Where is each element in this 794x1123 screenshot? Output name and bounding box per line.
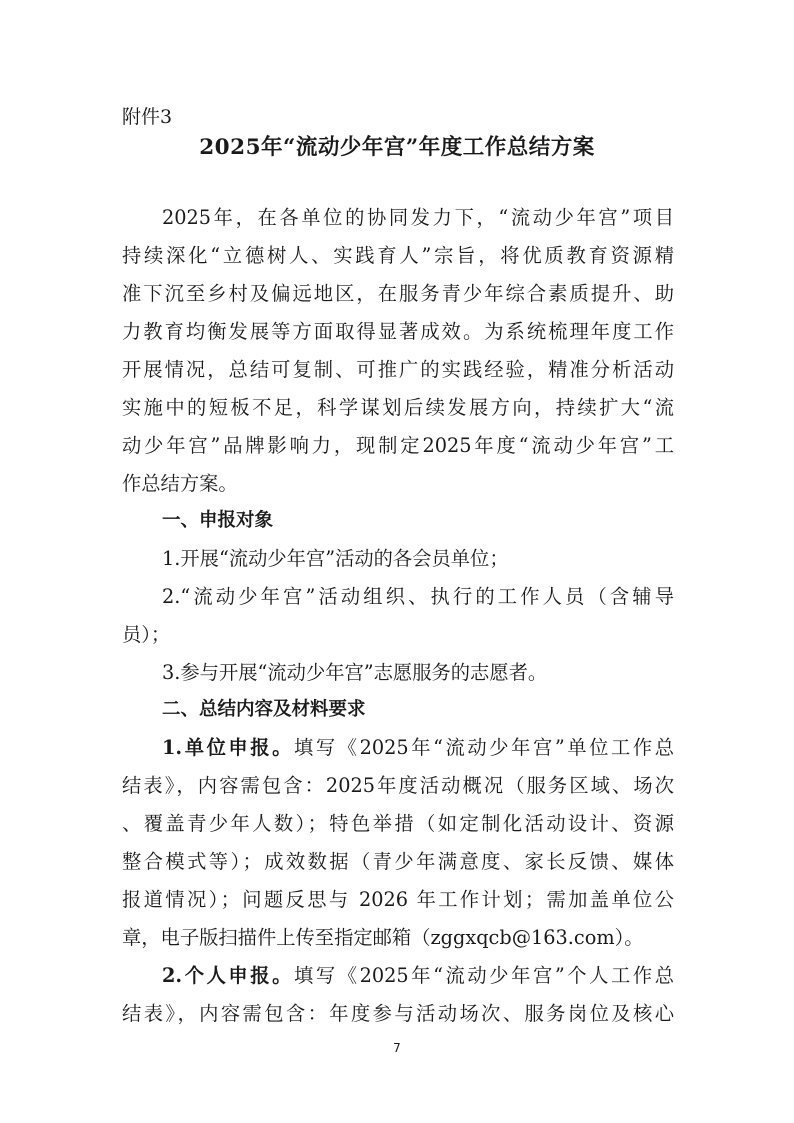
- intro-line: 动少年宫”品牌影响力，现制定2025年度“流动少年宫”工: [122, 434, 674, 457]
- section2-item1-label: 1.单位申报。: [162, 736, 295, 759]
- intro-line: 实施中的短板不足，科学谋划后续发展方向，持续扩大“流: [122, 396, 674, 419]
- intro-line: 开展情况，总结可复制、可推广的实践经验，精准分析活动: [122, 358, 674, 381]
- intro-line: 2025年，在各单位的协同发力下，“流动少年宫”项目: [162, 206, 674, 229]
- section2-item1-line: 、覆盖青少年人数）；特色举措（如定制化活动设计、资源: [122, 812, 674, 835]
- section2-item1-line: 结表》，内容需包含：2025年度活动概况（服务区域、场次: [122, 774, 674, 797]
- section2-item2-first-line: [162, 963, 674, 989]
- section2-item1-text: 填写《2025年“流动少年宫”单位工作总: [294, 736, 674, 759]
- section1-item: 员）；: [122, 623, 171, 646]
- section1-heading: 一、申报对象: [162, 510, 274, 531]
- section1-item: 2.“流动少年宫”活动组织、执行的工作人员（含辅导: [162, 585, 674, 608]
- attachment-label: 附件3: [122, 106, 173, 128]
- intro-line: 力教育均衡发展等方面取得显著成效。为系统梳理年度工作: [122, 320, 674, 343]
- page-number: 7: [393, 1041, 401, 1055]
- section2-item2-text: 填写《2025年“流动少年宫”个人工作总: [294, 964, 674, 987]
- section1-item: 3.参与开展“流动少年宫”志愿服务的志愿者。: [162, 661, 548, 684]
- section2-item1-first-line: [162, 735, 674, 761]
- intro-line: 准下沉至乡村及偏远地区，在服务青少年综合素质提升、助: [122, 282, 674, 305]
- section2-heading: 二、总结内容及材料要求: [162, 699, 366, 720]
- intro-line: 作总结方案。: [122, 472, 238, 495]
- document-title: 2025年“流动少年宫”年度工作总结方案: [199, 135, 595, 160]
- section1-item: 1.开展“流动少年宫”活动的各会员单位；: [162, 547, 509, 570]
- section2-item2-label: 2.个人申报。: [162, 964, 295, 987]
- section2-item1-line: 报道情况）；问题反思与 2026 年工作计划；需加盖单位公: [122, 888, 674, 911]
- section2-item1-line: 整合模式等）；成效数据（青少年满意度、家长反馈、媒体: [122, 850, 674, 873]
- section2-item1-line: 章，电子版扫描件上传至指定邮箱（zggxqcb@163.com）。: [122, 926, 644, 949]
- section2-item2-line: 结表》，内容需包含：年度参与活动场次、服务岗位及核心: [122, 1002, 674, 1025]
- intro-line: 持续深化“立德树人、实践育人”宗旨，将优质教育资源精: [122, 244, 674, 267]
